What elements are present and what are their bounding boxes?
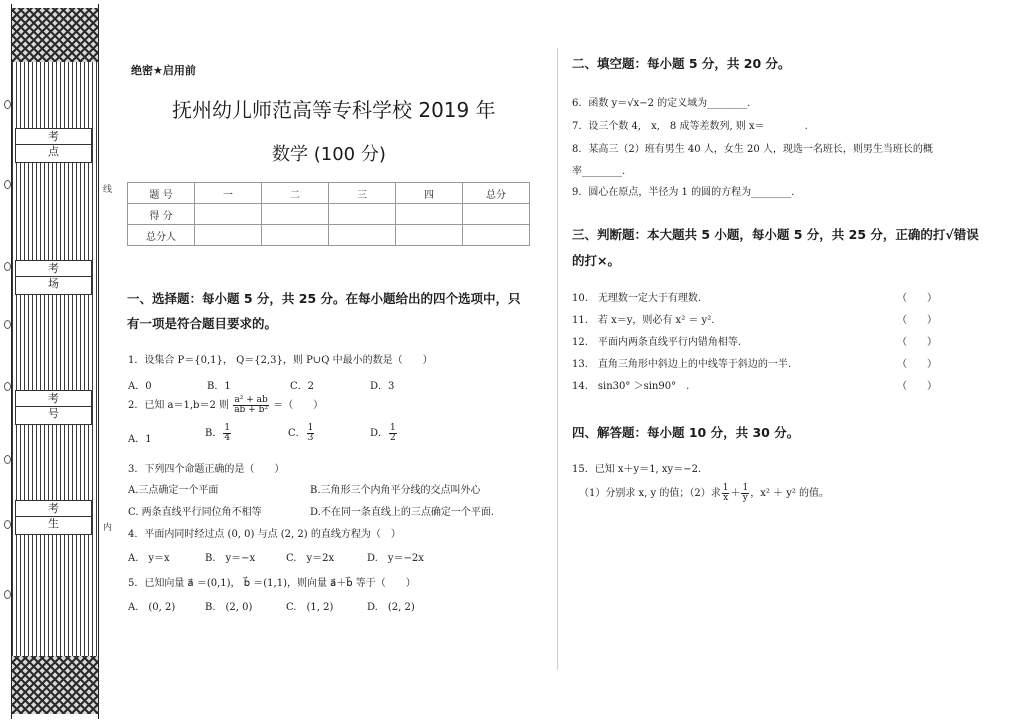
- score-cell: [396, 225, 463, 246]
- fraction: [741, 484, 749, 503]
- option: D．3: [370, 381, 395, 392]
- question-stem: 6．函数 y＝√x−2 的定义域为________.: [572, 98, 751, 109]
- option: D. y＝−2x: [367, 553, 424, 564]
- binding-hole: [4, 590, 11, 599]
- fraction-numerator: 1: [390, 423, 396, 433]
- score-cell: [262, 204, 329, 225]
- binding-hole: [4, 520, 11, 529]
- option: B.三角形三个内角平分线的交点叫外心: [310, 485, 481, 496]
- score-table-header: 二: [262, 183, 329, 204]
- subject-title: 数学 (100 分): [272, 144, 386, 165]
- option: C. y＝2x: [286, 553, 335, 564]
- score-cell: [396, 204, 463, 225]
- page-divider: [557, 48, 558, 670]
- fraction: [389, 424, 397, 443]
- option: [370, 424, 398, 443]
- score-row-label: 总分人: [128, 225, 195, 246]
- option: B．1: [207, 381, 231, 392]
- fraction-denominator: 2: [390, 433, 396, 443]
- exam-site-label: 考 点: [16, 129, 91, 145]
- judge-item: 11. 若 x＝y，则必有 x² ＝ y².: [572, 315, 715, 326]
- section-heading: 二、填空题：每小题 5 分，共 20 分。: [572, 56, 791, 71]
- binding-hatch-top: [12, 8, 98, 62]
- binding-hole: [4, 320, 11, 329]
- option: B. y＝−x: [205, 553, 256, 564]
- option: C. (1, 2): [286, 602, 334, 613]
- answer-bracket: （ ）: [897, 293, 937, 304]
- fraction: [307, 424, 315, 443]
- secret-mark: 绝密★启用前: [131, 64, 196, 77]
- score-cell: [195, 225, 262, 246]
- score-table-row: [128, 225, 530, 246]
- fraction: [722, 484, 730, 503]
- option: [205, 424, 232, 443]
- option: D. (2, 2): [367, 602, 415, 613]
- question-text: （1）分别求 x, y 的值；（2）求: [579, 488, 721, 499]
- question-text: ，x² ＋ y² 的值。: [750, 488, 830, 499]
- fraction-numerator: 1: [307, 423, 314, 433]
- answer-bracket: （ ）: [897, 315, 937, 326]
- answer-bracket: （ ）: [897, 381, 937, 392]
- section-heading: 一、选择题：每小题 5 分，共 25 分。在每小题给出的四个选项中，只: [127, 291, 521, 306]
- question-stem: 15．已知 x＋y＝1, xy＝−2．: [572, 464, 708, 475]
- fraction-denominator: ab + b²: [234, 405, 268, 415]
- option: A．1: [128, 434, 152, 445]
- school-title: 抚州幼儿师范高等专科学校 2019 年: [172, 98, 496, 122]
- fraction-denominator: x: [723, 493, 729, 503]
- exam-number-label: 考 号: [16, 391, 91, 407]
- question-stem: 3．下列四个命题正确的是（ ）: [128, 464, 285, 475]
- fraction-denominator: 3: [307, 433, 314, 443]
- score-table-header-row: [128, 183, 530, 204]
- option-letter: B．: [205, 428, 223, 439]
- exam-room-box: [15, 260, 92, 295]
- fraction-denominator: 4: [224, 433, 231, 443]
- binding-line-left: [11, 4, 12, 719]
- score-table-header: 题 号: [128, 183, 195, 204]
- binding-char-inner: 内: [103, 523, 113, 533]
- section-heading: 四、解答题：每小题 10 分，共 30 分。: [572, 425, 800, 440]
- question-stem: 9．圆心在原点，半径为 1 的圆的方程为________.: [572, 187, 795, 198]
- exam-site-box: [15, 128, 92, 163]
- binding-hole: [4, 262, 11, 271]
- judge-item: 12. 平面内两条直线平行内错角相等.: [572, 337, 742, 348]
- binding-strip: [0, 0, 112, 723]
- score-cell: [463, 204, 530, 225]
- question-stem: 7．设三个数 4, x, 8 成等差数列, 则 x＝ .: [572, 121, 808, 132]
- binding-char-line: 线: [103, 185, 113, 195]
- exam-number-box: [15, 390, 92, 425]
- question-stem: [128, 396, 323, 415]
- binding-line-right: [98, 4, 99, 719]
- question-stem: 4．平面内同时经过点 (0, 0) 与点 (2, 2) 的直线方程为（ ）: [128, 529, 401, 540]
- question-text: 2．已知 a＝1,b＝2 则: [128, 400, 229, 411]
- question-subparts: [579, 484, 829, 503]
- judge-item: 14. sin30° ＞sin90° .: [572, 381, 690, 392]
- question-text: ＝（ ）: [273, 400, 324, 411]
- fraction-numerator: a² + ab: [234, 395, 268, 405]
- option: B. (2, 0): [205, 602, 253, 613]
- option-letter: C．: [288, 428, 306, 439]
- option: [288, 424, 315, 443]
- score-table-header: 一: [195, 183, 262, 204]
- score-cell: [329, 225, 396, 246]
- score-cell: [329, 204, 396, 225]
- fraction-numerator: 1: [224, 423, 231, 433]
- exam-room-label: 考 场: [16, 261, 91, 277]
- score-table-header: 四: [396, 183, 463, 204]
- score-row-label: 得 分: [128, 204, 195, 225]
- section-heading: 有一项是符合题目要求的。: [127, 316, 278, 331]
- score-table-row: [128, 204, 530, 225]
- option: C．2: [290, 381, 315, 392]
- fraction: [223, 424, 231, 443]
- question-stem: 5．已知向量 a⃗ ＝(0,1)， b⃗ ＝(1,1)，则向量 a⃗＋b⃗ 等于（ ）: [128, 578, 416, 589]
- option-letter: D．: [370, 428, 389, 439]
- score-cell: [195, 204, 262, 225]
- binding-hole: [4, 100, 11, 109]
- binding-hatch-bottom: [12, 656, 98, 714]
- score-cell: [463, 225, 530, 246]
- option: A. (0, 2): [128, 602, 176, 613]
- judge-item: 13. 直角三角形中斜边上的中线等于斜边的一半.: [572, 359, 792, 370]
- section-heading: 的打×。: [572, 253, 620, 268]
- score-cell: [262, 225, 329, 246]
- score-table-header: 三: [329, 183, 396, 204]
- option: A.三点确定一个平面: [128, 485, 219, 496]
- score-table: [127, 182, 530, 246]
- judge-item: 10. 无理数一定大于有理数.: [572, 293, 702, 304]
- section-heading: 三、判断题：本大题共 5 小题，每小题 5 分，共 25 分，正确的打√错误: [572, 227, 979, 242]
- binding-hole: [4, 180, 11, 189]
- binding-hole: [4, 455, 11, 464]
- question-stem: 8．某高三（2）班有男生 40 人，女生 20 人，现选一名班长，则男生当班长的概: [572, 144, 933, 155]
- fraction: [233, 396, 269, 415]
- option: D.不在同一条直线上的三点确定一个平面.: [310, 507, 495, 518]
- fraction-numerator: 1: [742, 483, 749, 493]
- question-stem: 率________.: [572, 166, 626, 177]
- fraction-numerator: 1: [722, 483, 729, 493]
- option: A．0: [128, 381, 152, 392]
- examinee-label: 考 生: [16, 501, 91, 517]
- fraction-denominator: y: [742, 493, 748, 503]
- question-stem: 1．设集合 P＝{0,1}， Q＝{2,3}，则 P∪Q 中最小的数是（ ）: [128, 355, 433, 366]
- answer-bracket: （ ）: [897, 337, 937, 348]
- option: C. 两条直线平行同位角不相等: [128, 507, 262, 518]
- option: A. y＝x: [128, 553, 170, 564]
- answer-bracket: （ ）: [897, 359, 937, 370]
- binding-hole: [4, 382, 11, 391]
- score-table-header: 总分: [463, 183, 530, 204]
- examinee-box: [15, 500, 92, 535]
- question-text: ＋: [730, 488, 741, 499]
